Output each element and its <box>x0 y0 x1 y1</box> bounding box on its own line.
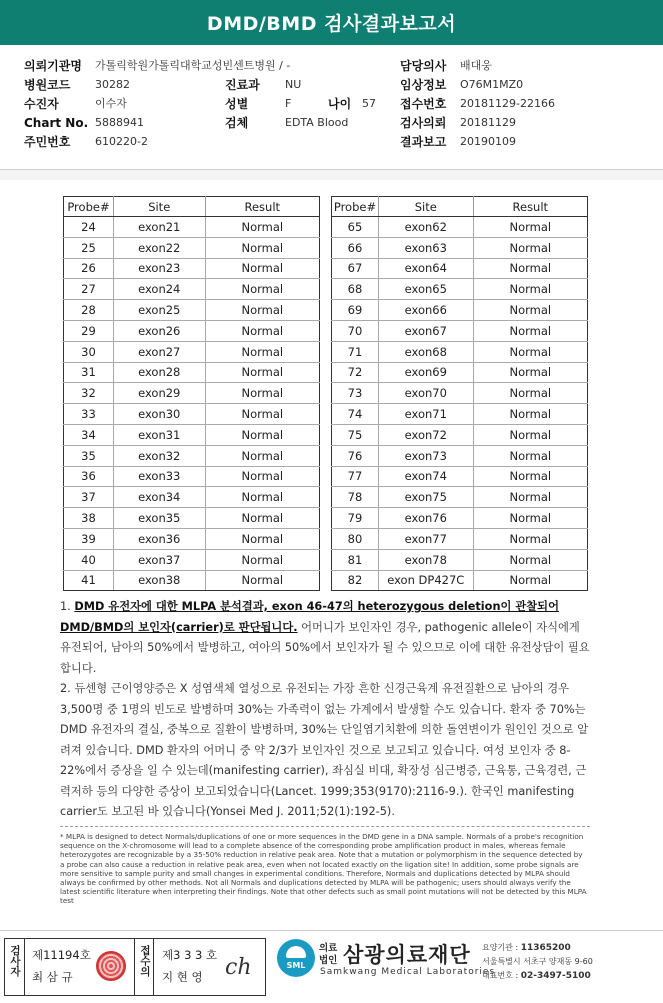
sex-value: F <box>285 97 292 110</box>
probe-site: exon25 <box>113 300 205 321</box>
approver-signature-icon: ch <box>225 955 252 980</box>
probe-site: exon22 <box>113 237 205 258</box>
probe-result: Normal <box>473 466 587 487</box>
org-phone-line <box>482 969 593 983</box>
table-row <box>332 383 588 404</box>
age-label: 나이 <box>328 97 352 111</box>
probe-site: exon66 <box>378 300 473 321</box>
table-row <box>332 279 588 300</box>
sex-label: 성별 <box>225 97 249 111</box>
id-label: 주민번호 <box>24 135 71 149</box>
probe-number: 38 <box>64 508 114 529</box>
probe-number: 37 <box>64 487 114 508</box>
footnote-divider <box>60 826 590 827</box>
note-1-conclusion: DMD 유전자에 대한 MLPA 분석결과, exon 46-47의 heterozygous deletion이 관찰되어 DMD/BMD의 보인자(carrier)로 판단됩니다. <box>60 600 559 634</box>
probe-number: 70 <box>332 320 379 341</box>
approver-label-cell <box>134 939 154 995</box>
col-header-site: Site <box>378 197 473 217</box>
probe-site: exon67 <box>378 320 473 341</box>
probe-result: Normal <box>205 424 319 445</box>
logo-text: SML <box>286 961 306 970</box>
probe-site: exon64 <box>378 258 473 279</box>
probe-result: Normal <box>473 217 587 238</box>
report-footer <box>0 930 663 1003</box>
org-english-name: Samkwang Medical Laboratories <box>320 967 496 977</box>
id-value: 610220-2 <box>95 135 148 148</box>
probe-number: 28 <box>64 300 114 321</box>
probe-number: 31 <box>64 362 114 383</box>
org-address: 서울특별시 서초구 양재동 9-60 <box>482 957 593 966</box>
mlpa-footnote: * MLPA is designed to detect Normals/duplications of one or more sequences in the DMD gene in a DNA sample. Normals of a probe's recognition sequence on the X-chromosome will lead to a complete absence of the corresponding probe amplification product in males, whereas female heterozygotes are recognizable by a 35-50% reduction in relative peak area. Note that a mutation or polymorphism in the sequence detected by a probe can also cause a reduction in relative peak area, even when not located exactly on the ligation site! In addition, some probe signals are more sensitive to sample purity and small changes in experimental conditions. Therefore, Normals and duplications detected by MLPA should always be confirmed by other methods. Not all Normals and duplications detected by MLPA will be pathogenic; users should always verify the latest scientific literature when interpreting their findings. Note that other defects such as small point mutations will not be detected by this MLPA test <box>60 832 587 906</box>
table-row <box>64 362 320 383</box>
request-date-value: 20181129 <box>460 116 516 129</box>
probe-site: exon30 <box>113 404 205 425</box>
table-row <box>332 258 588 279</box>
probe-result: Normal <box>473 362 587 383</box>
probe-site: exon DP427C <box>378 570 473 591</box>
table-row <box>64 237 320 258</box>
org-code-line <box>482 941 593 955</box>
col-header-probe: Probe# <box>64 197 114 217</box>
table-header-row <box>64 197 320 217</box>
org-code-label: 요양기관 : <box>482 943 519 952</box>
info-row <box>0 57 663 75</box>
probe-result: Normal <box>473 279 587 300</box>
probe-site: exon76 <box>378 508 473 529</box>
table-row <box>64 258 320 279</box>
probe-result: Normal <box>473 404 587 425</box>
institution-value: 가톨릭학원가톨릭대학교성빈센트병원 / - <box>95 59 291 72</box>
sml-logo-icon <box>277 939 315 977</box>
col-header-site: Site <box>113 197 205 217</box>
probe-result: Normal <box>205 528 319 549</box>
probe-site: exon29 <box>113 383 205 404</box>
accession-value: 20181129-22166 <box>460 97 555 110</box>
probe-result: Normal <box>473 508 587 529</box>
probe-site: exon74 <box>378 466 473 487</box>
probe-number: 27 <box>64 279 114 300</box>
probe-site: exon31 <box>113 424 205 445</box>
request-date-label: 검사의뢰 <box>400 116 447 130</box>
table-row <box>64 404 320 425</box>
table-row <box>64 217 320 238</box>
probe-number: 76 <box>332 445 379 466</box>
approver-license: 제3 3 3 호 <box>162 948 218 962</box>
probe-result: Normal <box>473 424 587 445</box>
chart-value: 5888941 <box>95 116 144 129</box>
tester-license: 제11194호 <box>32 948 91 962</box>
table-row <box>332 320 588 341</box>
note-1-prefix: 1. <box>60 600 75 613</box>
org-phone-value: 02-3497-5100 <box>520 971 591 981</box>
probe-result: Normal <box>205 258 319 279</box>
report-title: DMD/BMD 검사결과보고서 <box>206 13 457 35</box>
probe-number: 40 <box>64 549 114 570</box>
probe-number: 30 <box>64 341 114 362</box>
probe-result: Normal <box>473 570 587 591</box>
table-row <box>332 466 588 487</box>
table-row <box>332 549 588 570</box>
org-name: 삼광의료재단 <box>343 943 471 967</box>
accession-label: 접수번호 <box>400 97 447 111</box>
probe-number: 33 <box>64 404 114 425</box>
col-header-probe: Probe# <box>332 197 379 217</box>
hospital-code-label: 병원코드 <box>24 78 71 92</box>
probe-result: Normal <box>473 487 587 508</box>
probe-result: Normal <box>473 320 587 341</box>
probe-result: Normal <box>205 341 319 362</box>
table-row <box>64 570 320 591</box>
probe-number: 41 <box>64 570 114 591</box>
probe-table-left <box>63 196 320 591</box>
probe-result: Normal <box>473 237 587 258</box>
probe-result: Normal <box>473 341 587 362</box>
tester-name: 최 삼 규 <box>32 970 73 984</box>
note-2: 2. 듀센형 근이영양증은 X 성염색체 열성으로 유전되는 가장 흔한 신경근육계 유전질환으로 남아의 경우 3,500명 중 1명의 빈도로 발병하며 30%는 가족력이 없는 가계에서 발생할 수도 있습니다. 환자 중 70%는 DMD 유전자의 결실, 중복으로 질환이 발병하며, 30%는 단일염기치환에 의한 돌연변이가 원인인 것으로 알려져 있습니다. DMD 환자의 어머니 중 약 2/3가 보인자인 것으로 보고되고 있습니다. 여성 보인자 중 8-22%에서 증상을 일 수 있는데(manifesting carrier), 좌심실 비대, 확장성 심근병증, 근육통, 근육경련, 근력저하 등의 다양한 증상이 보고되었습니다(Lancet. 1999;353(9170):2116-9.). 한국인 manifesting carrier도 보고된 바 있습니다(Yonsei Med J. 2011;52(1):192-5). <box>60 682 589 818</box>
probe-site: exon72 <box>378 424 473 445</box>
probe-result: Normal <box>205 300 319 321</box>
table-row <box>332 362 588 383</box>
probe-result: Normal <box>205 362 319 383</box>
section-divider <box>0 170 663 180</box>
probe-number: 75 <box>332 424 379 445</box>
note-1-detail: 어머니가 보인자인 경우, pathogenic allele이 자식에게 유전되어, 남아의 50%에서 발병하고, 여아의 50%에서 보인자가 될 수 있으므로 이에 대한 유전상담이 필요합니다. <box>60 620 590 675</box>
probe-result: Normal <box>205 279 319 300</box>
table-row <box>64 508 320 529</box>
table-row <box>332 424 588 445</box>
report-header <box>0 0 663 45</box>
table-row <box>332 237 588 258</box>
report-date-value: 20190109 <box>460 135 516 148</box>
table-header-row <box>332 197 588 217</box>
probe-number: 24 <box>64 217 114 238</box>
probe-site: exon71 <box>378 404 473 425</box>
probe-number: 82 <box>332 570 379 591</box>
probe-site: exon38 <box>113 570 205 591</box>
probe-table-right <box>331 196 588 591</box>
probe-number: 26 <box>64 258 114 279</box>
probe-number: 32 <box>64 383 114 404</box>
probe-site: exon34 <box>113 487 205 508</box>
probe-number: 67 <box>332 258 379 279</box>
probe-number: 36 <box>64 466 114 487</box>
institution-label: 의뢰기관명 <box>24 59 82 73</box>
table-row <box>64 424 320 445</box>
probe-result: Normal <box>205 487 319 508</box>
approver-name: 지 현 영 <box>162 970 203 984</box>
probe-site: exon35 <box>113 508 205 529</box>
table-row <box>332 487 588 508</box>
probe-site: exon70 <box>378 383 473 404</box>
table-row <box>64 445 320 466</box>
tester-label: 검사자 <box>9 945 21 977</box>
col-header-result: Result <box>205 197 319 217</box>
table-row <box>64 528 320 549</box>
patient-info-panel <box>0 45 663 170</box>
info-row <box>0 114 663 132</box>
probe-number: 77 <box>332 466 379 487</box>
probe-site: exon69 <box>378 362 473 383</box>
probe-site: exon73 <box>378 445 473 466</box>
probe-result: Normal <box>205 549 319 570</box>
table-row <box>64 383 320 404</box>
probe-site: exon24 <box>113 279 205 300</box>
probe-number: 29 <box>64 320 114 341</box>
hospital-code-value: 30282 <box>95 78 130 91</box>
table-row <box>332 528 588 549</box>
probe-result: Normal <box>473 383 587 404</box>
tester-label-cell <box>5 939 25 995</box>
probe-number: 71 <box>332 341 379 362</box>
approver-label: 접수의 <box>139 945 151 977</box>
table-row <box>332 404 588 425</box>
probe-result: Normal <box>205 320 319 341</box>
table-row <box>332 570 588 591</box>
org-phone-label: 대표번호 : <box>482 971 519 980</box>
clinical-value: O76M1MZ0 <box>460 78 524 91</box>
probe-result: Normal <box>205 445 319 466</box>
table-row <box>64 341 320 362</box>
probe-result: Normal <box>473 258 587 279</box>
probe-site: exon37 <box>113 549 205 570</box>
age-value: 57 <box>362 97 376 110</box>
dept-value: NU <box>285 78 302 91</box>
probe-site: exon63 <box>378 237 473 258</box>
table-row <box>332 217 588 238</box>
info-row <box>0 95 663 113</box>
probe-number: 78 <box>332 487 379 508</box>
specimen-value: EDTA Blood <box>285 116 349 129</box>
probe-site: exon75 <box>378 487 473 508</box>
patient-value: 이수자 <box>95 97 127 110</box>
dept-label: 진료과 <box>225 78 260 92</box>
probe-result: Normal <box>205 570 319 591</box>
chart-label: Chart No. <box>24 116 89 130</box>
probe-number: 66 <box>332 237 379 258</box>
probe-result: Normal <box>205 404 319 425</box>
org-contact-info <box>482 941 593 983</box>
report-date-label: 결과보고 <box>400 135 447 149</box>
probe-number: 73 <box>332 383 379 404</box>
probe-site: exon32 <box>113 445 205 466</box>
probe-number: 69 <box>332 300 379 321</box>
probe-site: exon77 <box>378 528 473 549</box>
probe-site: exon23 <box>113 258 205 279</box>
probe-site: exon27 <box>113 341 205 362</box>
probe-site: exon68 <box>378 341 473 362</box>
table-row <box>64 549 320 570</box>
probe-result: Normal <box>205 217 319 238</box>
probe-site: exon78 <box>378 549 473 570</box>
signature-box <box>4 938 266 996</box>
probe-result: Normal <box>205 383 319 404</box>
tester-seal-icon <box>96 951 126 981</box>
probe-number: 39 <box>64 528 114 549</box>
probe-number: 34 <box>64 424 114 445</box>
probe-result: Normal <box>473 300 587 321</box>
probe-number: 81 <box>332 549 379 570</box>
probe-site: exon26 <box>113 320 205 341</box>
table-row <box>332 300 588 321</box>
clinical-label: 임상정보 <box>400 78 447 92</box>
probe-number: 68 <box>332 279 379 300</box>
specimen-label: 검체 <box>225 116 249 130</box>
probe-number: 25 <box>64 237 114 258</box>
probe-site: exon33 <box>113 466 205 487</box>
table-row <box>332 508 588 529</box>
probe-site: exon65 <box>378 279 473 300</box>
probe-site: exon36 <box>113 528 205 549</box>
table-row <box>332 445 588 466</box>
info-row <box>0 76 663 94</box>
info-row <box>0 133 663 151</box>
org-code-value: 11365200 <box>520 943 571 953</box>
probe-result: Normal <box>473 445 587 466</box>
probe-site: exon28 <box>113 362 205 383</box>
probe-site: exon62 <box>378 217 473 238</box>
table-row <box>64 300 320 321</box>
probe-result: Normal <box>473 528 587 549</box>
probe-result: Normal <box>473 549 587 570</box>
doctor-label: 담당의사 <box>400 59 447 73</box>
table-row <box>64 466 320 487</box>
table-row <box>64 279 320 300</box>
probe-number: 74 <box>332 404 379 425</box>
doctor-value: 배대웅 <box>460 59 492 72</box>
interpretation-notes <box>60 597 590 823</box>
probe-result: Normal <box>205 237 319 258</box>
table-row <box>64 487 320 508</box>
table-row <box>64 320 320 341</box>
probe-number: 65 <box>332 217 379 238</box>
probe-site: exon21 <box>113 217 205 238</box>
org-type: 의료법인 <box>319 943 338 966</box>
patient-label: 수진자 <box>24 97 59 111</box>
probe-number: 79 <box>332 508 379 529</box>
probe-number: 35 <box>64 445 114 466</box>
probe-number: 80 <box>332 528 379 549</box>
probe-result: Normal <box>205 508 319 529</box>
col-header-result: Result <box>473 197 587 217</box>
note-1 <box>60 597 590 679</box>
table-row <box>332 341 588 362</box>
probe-result: Normal <box>205 466 319 487</box>
probe-number: 72 <box>332 362 379 383</box>
